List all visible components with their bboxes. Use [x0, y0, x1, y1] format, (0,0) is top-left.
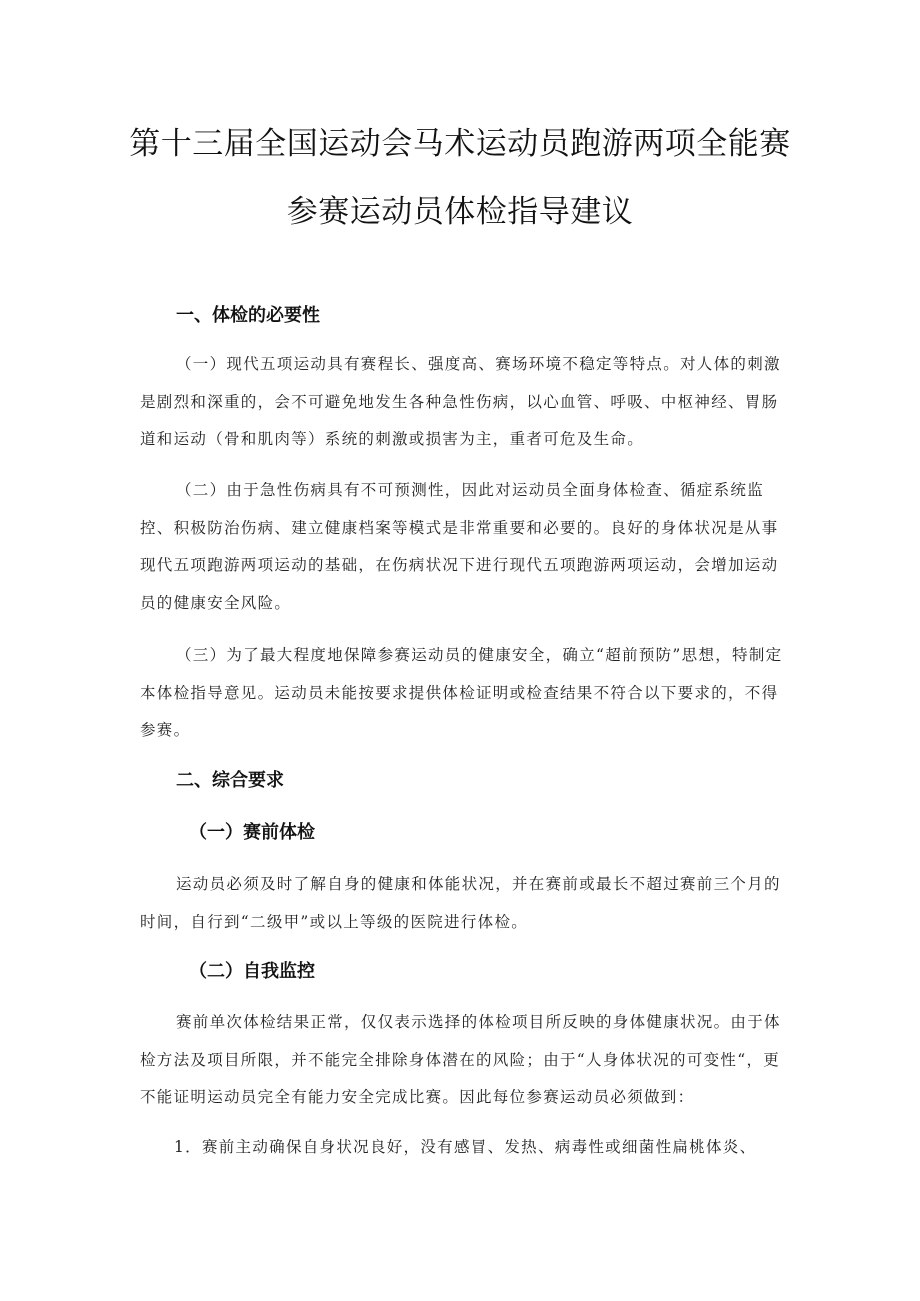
subsection1-heading: （一）赛前体检 [189, 822, 315, 843]
section1-paragraph2: （二）由于急性伤病具有不可预测性，因此对运动员全面身体检查、循症系统监控、积极防治伤病、建立健康档案等模式是非常重要和必要的。良好的身体状况是从事现代五项跑游两项运动的基础，在伤病状况下进行现代五项跑游两项运动，会增加运动员的健康安全风险。 [140, 481, 779, 612]
subsection2-heading: （二）自我监控 [189, 961, 315, 982]
subsection1-paragraph: 运动员必须及时了解自身的健康和体能状况，并在赛前或最长不超过赛前三个月的时间，自行到“二级甲”或以上等级的医院进行体检。 [140, 875, 781, 931]
subsection2-paragraph: 赛前单次体检结果正常，仅仅表示选择的体检项目所反映的身体健康状况。由于体检方法及项目所限，并不能完全排除身体潜在的风险；由于“人身体状况的可变性“，更不能证明运动员完全有能力安全完成比赛。因此每位参赛运动员必须做到： [140, 1013, 781, 1106]
section2-heading: 二、综合要求 [176, 770, 284, 791]
section1-paragraph1: （一）现代五项运动具有赛程长、强度高、赛场环境不稳定等特点。对人体的刺激是剧烈和深重的，会不可避免地发生各种急性伤病，以心血管、呼吸、中枢神经、胃肠道和运动（骨和肌肉等）系统的刺激或损害为主，重者可危及生命。 [140, 355, 781, 448]
document-title-line2: 参赛运动员体检指导建议 [286, 194, 634, 230]
section1-paragraph3: （三）为了最大程度地保障参赛运动员的健康安全，确立“超前预防”思想，特制定本体检指导意见。运动员未能按要求提供体检证明或检查结果不符合以下要求的，不得参赛。 [140, 646, 783, 739]
list-item-1: 1．赛前主动确保自身状况良好，没有感冒、发热、病毒性或细菌性扁桃体炎、 [174, 1138, 757, 1156]
section1-heading: 一、体检的必要性 [176, 305, 320, 326]
document-title-line1: 第十三届全国运动会马术运动员跑游两项全能赛 [129, 126, 791, 162]
